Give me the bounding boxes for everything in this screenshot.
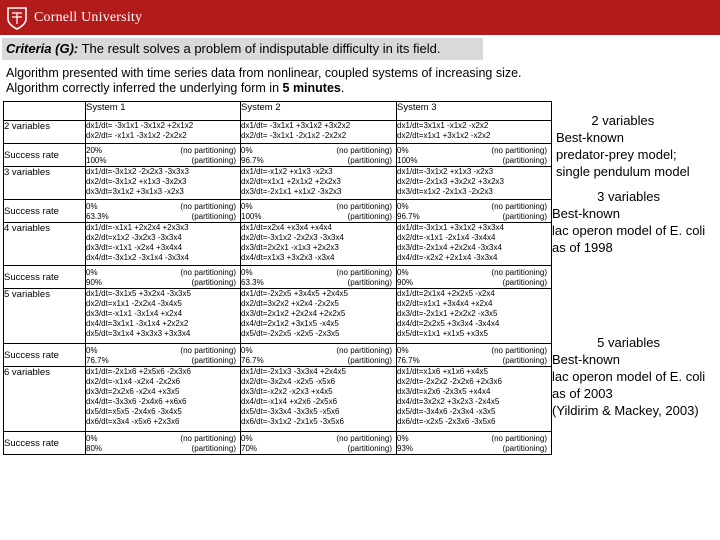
annotation-line: as of 2003 [552,386,613,401]
method-partitioning: (partitioning) [191,212,236,221]
equation: dx3/dt=-x1x1 -3x1x4 +x2x4 [86,309,183,318]
variables-label: 4 variables [4,223,86,266]
equation: dx2/dt=3x2x2 +x2x4 -2x2x5 [241,299,339,308]
success-rate-percent [241,146,264,166]
equation: dx4/dt=-x1x4 +x2x6 -2x5x6 [241,397,338,406]
success-rate-percent [241,346,264,366]
equation: dx1/dt=-3x1x2 +x1x3 -x2x3 [397,167,494,176]
success-rate-row [4,344,552,367]
table-row [4,121,552,144]
annotation-line: predator-prey model; [556,147,677,162]
success-rate-percent [86,146,106,166]
equation: dx1/dt=-2x1x3 -3x3x4 +2x4x5 [241,367,346,376]
method-partitioning: (partitioning) [347,356,392,365]
success-rate-method [491,268,551,288]
equation-cell [397,367,552,432]
success-rate-method [180,346,240,366]
method-no-partitioning: (no partitioning) [180,346,236,355]
equation: dx3/dt=2x2x1 -x1x3 +2x2x3 [241,243,339,252]
equation: dx1/dt=3x1x1 -x1x2 -x2x2 [397,121,489,130]
method-no-partitioning: (no partitioning) [180,434,236,443]
equation-cell [241,367,397,432]
method-partitioning: (partitioning) [347,212,392,221]
rate-no-partitioning: 0% [397,202,409,211]
equation: dx4/dt=-x2x2 +2x1x4 -3x3x4 [397,253,498,262]
equation: dx4/dt=3x2x2 +3x2x3 -2x4x5 [397,397,500,406]
method-no-partitioning: (no partitioning) [491,202,547,211]
success-rate-values [397,268,551,288]
success-rate-cell [86,432,241,455]
success-rate-method [180,268,240,288]
method-no-partitioning: (no partitioning) [491,434,547,443]
header-bar [0,0,720,35]
success-rate-label: Success rate [4,432,86,455]
equation: dx2/dt=x1x2 -3x2x3 -3x3x4 [86,233,182,242]
rate-partitioning: 100% [86,156,107,165]
equation: dx3/dt=-2x1x1 +x1x2 -3x2x3 [241,187,342,196]
success-rate-values [241,434,396,454]
method-partitioning: (partitioning) [347,156,392,165]
success-rate-method [336,434,396,454]
equation: dx5/dt=3x1x4 +3x3x3 +3x3x4 [86,329,191,338]
rate-partitioning: 100% [241,212,262,221]
equation: dx5/dt=-3x3x4 -3x3x5 -x5x6 [241,407,340,416]
success-rate-cell [86,144,241,167]
equation: dx1/dt=-3x1x1 +3x1x2 +3x3x4 [397,223,504,232]
annotation-2-variables [556,112,690,180]
equation: dx5/dt=x5x5 -2x4x6 -3x4x5 [86,407,182,416]
equation: dx2/dt=x1x1 +3x4x4 +x2x4 [397,299,493,308]
success-rate-values [241,268,396,288]
success-rate-percent [397,346,420,366]
success-rate-values [86,202,240,222]
success-rate-cell [241,200,397,223]
rate-partitioning: 76.7% [86,356,109,365]
rate-no-partitioning: 0% [86,268,98,277]
equation: dx3/dt=2x2x6 -x2x4 +x3x5 [86,387,180,396]
equation: dx2/dt=-2x2x2 -2x2x6 +2x3x6 [397,377,502,386]
annotation-line: single pendulum model [556,164,690,179]
intro-text [6,66,606,96]
criteria-text: The result solves a problem of indisputable difficulty in its field. [78,41,441,56]
method-partitioning: (partitioning) [191,156,236,165]
table-row [4,367,552,432]
success-rate-method [491,346,551,366]
success-rate-values [86,346,240,366]
equation: dx2/dt=-3x1x2 +x1x3 -3x2x3 [86,177,187,186]
annotation-line: as of 1998 [552,240,613,255]
rate-partitioning: 63.3% [241,278,264,287]
success-rate-cell [241,432,397,455]
equation: dx5/dt=x1x1 +x1x5 +x3x5 [397,329,488,338]
equation: dx1/dt=x2x4 +x3x4 +x4x4 [241,223,332,232]
annotation-3-variables [552,188,705,256]
annotation-line: (Yildirim & Mackey, 2003) [552,403,699,418]
success-rate-percent [241,268,264,288]
method-no-partitioning: (no partitioning) [491,268,547,277]
results-table [3,101,552,455]
success-rate-cell [241,144,397,167]
variables-label: 2 variables [4,121,86,144]
success-rate-percent [397,202,420,222]
method-no-partitioning: (no partitioning) [336,346,392,355]
success-rate-method [491,202,551,222]
success-rate-method [491,434,551,454]
rate-partitioning: 70% [241,444,258,453]
equation: dx1/dt=x1x6 +x1x6 +x4x5 [397,367,488,376]
success-rate-values [241,146,396,166]
equation-cell [241,223,397,266]
equation-cell [397,223,552,266]
success-rate-percent [241,202,261,222]
equation: dx1/dt=-3x1x2 -2x2x3 -3x3x3 [86,167,189,176]
rate-partitioning: 76.7% [241,356,264,365]
method-no-partitioning: (no partitioning) [336,434,392,443]
rate-no-partitioning: 0% [241,202,253,211]
equation: dx1/dt=-3x1x5 +3x2x4 -3x3x5 [86,289,191,298]
rate-no-partitioning: 0% [397,346,409,355]
equation: dx3/dt=x1x2 -2x1x3 -2x2x3 [397,187,493,196]
column-header: System 2 [241,102,397,121]
equation: dx2/dt=-2x1x3 +3x2x2 +3x2x3 [397,177,504,186]
equation: dx3/dt=3x1x2 +3x1x3 -x2x3 [86,187,184,196]
cornell-logo [6,5,142,30]
rate-partitioning: 100% [397,156,418,165]
success-rate-method [336,146,396,166]
column-header: System 3 [397,102,552,121]
equation: dx4/dt=2x1x2 +3x1x5 -x4x5 [241,319,339,328]
rate-no-partitioning: 0% [241,268,253,277]
success-rate-percent [397,268,413,288]
equation: dx5/dt=-3x4x6 -2x3x4 -x3x5 [397,407,496,416]
intro-line-2-prefix: Algorithm correctly inferred the underlying form in [6,81,283,95]
success-rate-cell [86,344,241,367]
equation: dx4/dt=3x1x1 -3x1x4 +2x2x2 [86,319,189,328]
table-row [4,289,552,344]
equation: dx2/dt= -x1x1 -3x1x2 -2x2x2 [86,131,187,140]
annotation-5-variables [552,334,705,419]
rate-partitioning: 76.7% [397,356,420,365]
success-rate-row [4,200,552,223]
equation: dx4/dt=-3x3x6 -2x4x6 +x6x6 [86,397,187,406]
equation: dx6/dt=-x2x5 -2x3x6 -3x5x6 [397,417,496,426]
method-no-partitioning: (no partitioning) [180,268,236,277]
equation: dx1/dt= -3x1x1 +3x1x2 +3x2x2 [241,121,351,130]
equation: dx1/dt=-2x2x5 +3x4x5 +2x4x5 [241,289,348,298]
equation: dx3/dt=-2x1x1 +2x2x2 -x3x5 [397,309,498,318]
success-rate-values [397,202,551,222]
success-rate-values [397,434,551,454]
success-rate-values [397,146,551,166]
rate-no-partitioning: 0% [397,146,409,155]
equation: dx3/dt=-2x1x4 +2x2x4 -3x3x4 [397,243,502,252]
success-rate-values [241,202,396,222]
equation-cell [241,121,397,144]
equation-cell [86,167,241,200]
success-rate-label: Success rate [4,144,86,167]
equation: dx1/dt=2x1x4 +2x2x5 -x2x4 [397,289,495,298]
equation-cell [241,289,397,344]
method-no-partitioning: (no partitioning) [336,202,392,211]
equation-cell [86,367,241,432]
rate-partitioning: 96.7% [241,156,264,165]
table-corner-cell [4,102,86,121]
method-partitioning: (partitioning) [502,212,547,221]
equation-cell [397,167,552,200]
variables-label: 6 variables [4,367,86,432]
method-no-partitioning: (no partitioning) [180,146,236,155]
method-partitioning: (partitioning) [347,278,392,287]
success-rate-method [336,202,396,222]
success-rate-values [86,146,240,166]
success-rate-values [241,346,396,366]
success-rate-label: Success rate [4,266,86,289]
equation: dx3/dt=x2x6 -2x3x5 +x4x4 [397,387,491,396]
intro-line-2 [6,81,606,96]
success-rate-percent [86,202,109,222]
equation-cell [241,167,397,200]
success-rate-method [180,146,240,166]
equation: dx2/dt=x1x1 -2x2x4 -3x4x5 [86,299,182,308]
success-rate-cell [397,200,552,223]
rate-no-partitioning: 0% [86,202,98,211]
success-rate-cell [241,266,397,289]
method-no-partitioning: (no partitioning) [491,146,547,155]
annotation-line: Best-known [552,206,620,221]
variables-label: 5 variables [4,289,86,344]
annotation-line: Best-known [556,130,624,145]
success-rate-method [491,146,551,166]
equation: dx1/dt=-x1x2 +x1x3 -x2x3 [241,167,333,176]
success-rate-cell [397,344,552,367]
equation: dx2/dt=-3x1x2 -2x2x3 -3x3x4 [241,233,344,242]
success-rate-row [4,432,552,455]
success-rate-percent [397,434,413,454]
variables-label: 3 variables [4,167,86,200]
equation: dx1/dt=-x1x1 +2x2x4 +2x3x3 [86,223,189,232]
success-rate-values [86,434,240,454]
rate-no-partitioning: 0% [241,146,253,155]
equation: dx5/dt=-2x2x5 -x2x5 -2x3x5 [241,329,340,338]
rate-no-partitioning: 0% [86,434,98,443]
rate-partitioning: 63.3% [86,212,109,221]
success-rate-label: Success rate [4,344,86,367]
method-partitioning: (partitioning) [502,278,547,287]
success-rate-row [4,144,552,167]
rate-no-partitioning: 0% [86,346,98,355]
equation: dx1/dt=-2x1x6 +2x5x6 -2x3x6 [86,367,191,376]
logo-text: Cornell University [34,9,143,25]
equation: dx4/dt=x1x3 +3x2x3 -x3x4 [241,253,335,262]
annotation-line: lac operon model of E. coli [552,223,706,238]
rate-no-partitioning: 0% [397,268,409,277]
success-rate-method [180,434,240,454]
success-rate-cell [397,432,552,455]
equation: dx2/dt= -3x1x1 -2x1x2 -2x2x2 [241,131,347,140]
equation: dx3/dt=-x1x1 -x2x4 +3x4x4 [86,243,183,252]
success-rate-cell [397,144,552,167]
annotation-title: 3 variables [597,189,661,204]
equation: dx2/dt=x1x1 +2x1x2 +2x2x3 [241,177,341,186]
table-header-row [4,102,552,121]
equation: dx2/dt=x1x1 +3x1x2 -x2x2 [397,131,491,140]
intro-line-1: Algorithm presented with time series data from nonlinear, coupled systems of increasing size. [6,66,522,80]
method-partitioning: (partitioning) [191,278,236,287]
rate-partitioning: 96.7% [397,212,420,221]
annotation-line: lac operon model of E. coli [552,369,706,384]
equation: dx2/dt=-x1x4 -x2x4 -2x2x6 [86,377,181,386]
equation: dx3/dt=2x1x2 +2x2x4 +2x2x5 [241,309,346,318]
equation: dx2/dt=-x1x1 -2x1x4 -3x4x4 [397,233,496,242]
rate-partitioning: 80% [86,444,103,453]
intro-line-2-bold: 5 minutes [282,81,341,95]
success-rate-values [397,346,551,366]
success-rate-percent [241,434,257,454]
success-rate-row [4,266,552,289]
success-rate-cell [86,266,241,289]
success-rate-percent [86,434,102,454]
equation-cell [86,289,241,344]
success-rate-cell [397,266,552,289]
annotation-title: 2 variables [591,113,655,128]
table-row [4,223,552,266]
success-rate-values [86,268,240,288]
success-rate-cell [86,200,241,223]
equation-cell [397,121,552,144]
equation: dx4/dt=-3x1x2 -3x1x4 -3x3x4 [86,253,189,262]
method-no-partitioning: (no partitioning) [180,202,236,211]
method-partitioning: (partitioning) [191,356,236,365]
rate-partitioning: 90% [86,278,103,287]
method-partitioning: (partitioning) [502,444,547,453]
success-rate-percent [397,146,417,166]
method-partitioning: (partitioning) [191,444,236,453]
method-partitioning: (partitioning) [347,444,392,453]
equation: dx3/dt=-x2x2 -x2x3 +x4x5 [241,387,333,396]
annotation-title: 5 variables [597,335,661,350]
method-no-partitioning: (no partitioning) [336,268,392,277]
success-rate-method [336,346,396,366]
method-partitioning: (partitioning) [502,156,547,165]
equation: dx1/dt= -3x1x1 -3x1x2 +2x1x2 [86,121,194,130]
equation: dx6/dt=-3x1x2 -2x1x5 -3x5x6 [241,417,344,426]
equation: dx2/dt=-3x2x4 -x2x5 -x5x6 [241,377,336,386]
criteria-banner [2,38,483,60]
rate-no-partitioning: 0% [241,346,253,355]
rate-no-partitioning: 0% [241,434,253,443]
equation: dx4/dt=2x2x5 +3x3x4 -3x4x4 [397,319,500,328]
criteria-label: Criteria (G): [6,41,79,56]
method-no-partitioning: (no partitioning) [491,346,547,355]
equation-cell [397,289,552,344]
rate-partitioning: 90% [397,278,414,287]
rate-no-partitioning: 0% [397,434,409,443]
column-header: System 1 [86,102,241,121]
intro-line-2-suffix: . [340,81,345,95]
success-rate-method [336,268,396,288]
equation: dx6/dt=x3x4 -x5x6 +2x3x6 [86,417,180,426]
success-rate-cell [241,344,397,367]
success-rate-method [180,202,240,222]
cornell-seal-icon [6,6,28,30]
method-partitioning: (partitioning) [502,356,547,365]
success-rate-percent [86,268,102,288]
success-rate-label: Success rate [4,200,86,223]
equation-cell [86,121,241,144]
rate-no-partitioning: 20% [86,146,103,155]
annotation-line: Best-known [552,352,620,367]
rate-partitioning: 93% [397,444,414,453]
success-rate-percent [86,346,109,366]
equation-cell [86,223,241,266]
method-no-partitioning: (no partitioning) [336,146,392,155]
table-row [4,167,552,200]
